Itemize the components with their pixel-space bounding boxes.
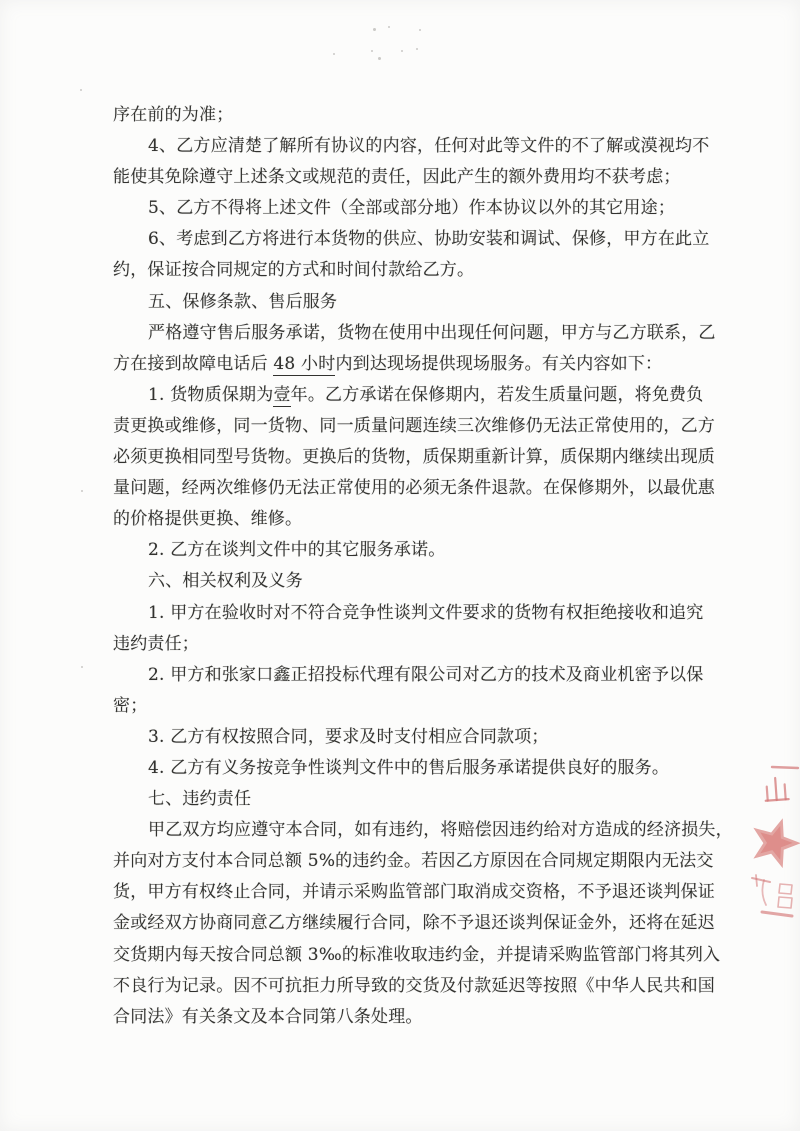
text-line — [113, 1002, 695, 1033]
text-line — [113, 349, 695, 380]
scan-artifact — [416, 48, 418, 50]
official-seal-stamp — [726, 745, 800, 930]
scan-artifact — [80, 89, 82, 91]
seal-top-bar — [772, 767, 798, 768]
seal-star-icon — [744, 810, 800, 871]
text-line — [113, 224, 710, 255]
text-line — [113, 691, 695, 722]
scan-artifact — [81, 490, 83, 492]
text-segment: 5、乙方不得将上述文件（全部或部分地）作本协议以外的其它用途； — [148, 198, 676, 219]
text-segment: 六、相关权利及义务 — [148, 571, 303, 592]
text-line — [113, 318, 716, 349]
text-line — [113, 753, 695, 784]
text-segment: 序在前的为准； — [113, 105, 234, 125]
text-line — [113, 877, 715, 908]
text-segment: 量问题，经两次维修仍无法正常使用的必须无条件退款。在保修期外，以最优惠 — [113, 478, 715, 499]
text-segment: 严格遵守售后服务承诺，货物在使用中出现任何问题，甲方与乙方联系，乙 — [148, 322, 716, 343]
text-line — [113, 255, 695, 286]
text-line — [113, 473, 715, 504]
text-segment: 违约责任； — [113, 633, 199, 654]
text-segment: 6、考虑到乙方将进行本货物的供应、协助安装和调试、保修，甲方在此立 — [148, 229, 710, 250]
text-segment: 合同法》有关条文及本合同第八条处理。 — [113, 1006, 423, 1027]
text-line — [113, 629, 695, 660]
text-segment: 责更换或维修，同一货物、同一质量问题连续三次维修仍无法正常使用的，乙方 — [113, 415, 715, 436]
text-line — [113, 908, 715, 939]
text-line — [113, 598, 704, 629]
text-segment: 并向对方支付本合同总额 5%的违约金。若因乙方原因在合同规定期限内无法交 — [113, 851, 714, 872]
seal-mountain-character — [764, 777, 788, 801]
text-segment: 4. 乙方有义务按竞争性谈判文件中的售后服务承诺提供良好的服务。 — [148, 757, 670, 778]
text-segment: 交货期内每天按合同总额 3‰的标准收取违约金，并提请采购监管部门将其列入 — [113, 944, 721, 965]
text-line — [113, 193, 695, 224]
text-line — [113, 131, 710, 162]
text-line — [113, 535, 695, 566]
text-segment: 2. 甲方和张家口鑫正招投标代理有限公司对乙方的技术及商业机密予以保 — [148, 664, 704, 685]
text-segment: 2. 乙方在谈判文件中的其它服务承诺。 — [148, 540, 446, 561]
text-line — [113, 784, 695, 815]
text-segment: 甲乙双方均应遵守本合同，如有违约，将赔偿因违约给对方造成的经济损失， — [148, 820, 733, 841]
text-segment: 七、违约责任 — [148, 789, 252, 810]
text-line — [113, 162, 695, 193]
text-line — [113, 660, 704, 691]
underlined-text: 壹 — [273, 384, 291, 405]
text-line — [113, 100, 695, 131]
text-segment: 能使其免除遵守上述条文或规范的责任，因此产生的额外费用均不获考虑； — [113, 167, 681, 188]
scan-artifact — [371, 50, 373, 52]
text-line — [113, 287, 695, 318]
scan-artifact — [333, 53, 335, 55]
text-segment: 内到达现场提供现场服务。有关内容如下： — [335, 353, 663, 374]
text-segment: 1. 货物质保期为 — [148, 384, 274, 405]
text-segment: 金或经双方协商同意乙方继续履行合同，除不予退还谈判保证金外，还将在延迟 — [113, 913, 715, 934]
text-segment: 年。乙方承诺在保修期内，若发生质量问题，将免费负 — [290, 384, 704, 405]
text-segment: 的价格提供更换、维修。 — [113, 509, 303, 530]
text-segment: 货，甲方有权终止合同，并请示采购监管部门取消成交资格，不予退还谈判保证 — [113, 882, 715, 903]
text-segment: 密； — [113, 695, 148, 716]
scan-artifact — [378, 57, 381, 60]
seal-lower-strokes — [752, 875, 792, 916]
text-line — [113, 940, 721, 971]
scan-artifact — [81, 666, 83, 668]
text-segment: 五、保修条款、售后服务 — [148, 291, 338, 312]
text-line — [113, 442, 715, 473]
text-line — [113, 411, 715, 442]
text-segment: 不良行为记录。因不可抗拒力所导致的交货及付款延迟等按照《中华人民共和国 — [113, 975, 715, 996]
text-segment: 4、乙方应清楚了解所有协议的内容，任何对此等文件的不了解或漠视均不 — [148, 136, 710, 157]
text-line — [113, 722, 695, 753]
scan-artifact — [419, 29, 421, 31]
text-segment: 必须更换相同型号货物。更换后的货物，质保期重新计算，质保期内继续出现质 — [113, 447, 715, 468]
text-line — [113, 380, 704, 411]
scan-artifact — [401, 50, 403, 52]
text-line — [113, 971, 715, 1002]
text-segment: 方在接到故障电话后 — [113, 353, 274, 374]
text-line — [113, 815, 733, 846]
text-segment: 约，保证按合同规定的方式和时间付款给乙方。 — [113, 260, 475, 281]
scan-artifact — [373, 28, 376, 31]
text-line — [113, 504, 695, 535]
text-segment: 1. 甲方在验收时对不符合竞争性谈判文件要求的货物有权拒绝接收和追究 — [148, 602, 704, 623]
text-line — [113, 566, 695, 597]
text-segment: 3. 乙方有权按照合同，要求及时支付相应合同款项； — [148, 726, 549, 747]
document-lines — [113, 100, 733, 1033]
scan-artifact — [388, 26, 390, 28]
underlined-text: 48 小时 — [273, 353, 336, 374]
text-line — [113, 846, 714, 877]
